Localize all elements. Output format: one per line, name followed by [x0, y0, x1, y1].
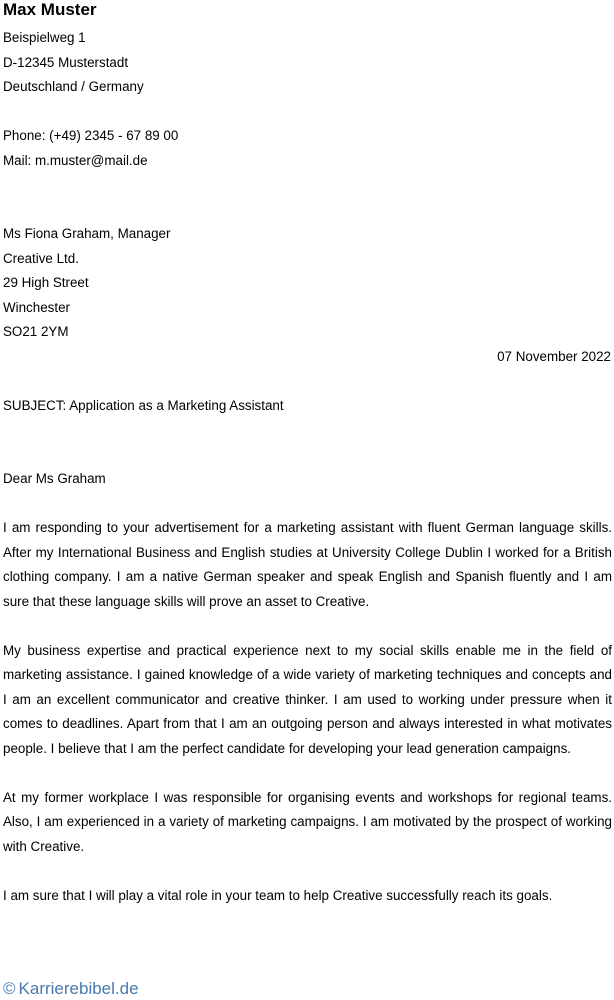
body-paragraph-2: My business expertise and practical experience next to my social skills enable me in the field of marketing assistance. I gained knowledge of a wide variety of marketing techniques and concepts and I am an excellent communicator and creative thinker. I am used to working under pressure when it comes to deadlines. Apart from that I am an outgoing person and always interested in what motivates people. I believe that I am the perfect candidate for developing your lead generation campaigns.	[3, 642, 612, 756]
sender-contact	[3, 124, 612, 173]
recipient-name: Ms Fiona Graham, Manager	[3, 226, 171, 241]
letter-salutation: Dear Ms Graham	[3, 471, 106, 486]
body-paragraph-4: I am sure that I will play a vital role in your team to help Creative successfully reach its goals.	[3, 887, 553, 903]
copyright-icon: ©	[3, 979, 16, 998]
sender-mail: Mail: m.muster@mail.de	[3, 152, 148, 168]
body-paragraph-3: At my former workplace I was responsible for organising events and workshops for regional teams. Also, I am experienced in a variety of marketing campaigns. I am motivated by the prospect of working with Creative.	[3, 789, 612, 854]
letter-page	[3, 0, 612, 908]
watermark	[3, 978, 139, 1000]
recipient-address	[3, 222, 612, 345]
sender-country: Deutschland / Germany	[3, 79, 144, 94]
sender-name: Max Muster	[3, 0, 97, 19]
sender-city: D-12345 Musterstadt	[3, 54, 129, 70]
recipient-city: Winchester	[3, 299, 70, 315]
recipient-postcode: SO21 2YM	[3, 324, 69, 339]
recipient-company: Creative Ltd.	[3, 250, 79, 266]
letter-body	[3, 516, 612, 908]
sender-phone: Phone: (+49) 2345 - 67 89 00	[3, 128, 179, 143]
watermark-text: Karrierebibel.de	[18, 979, 139, 998]
recipient-street: 29 High Street	[3, 275, 89, 290]
sender-address	[3, 26, 612, 100]
sender-street: Beispielweg 1	[3, 30, 86, 45]
body-paragraph-1: I am responding to your advertisement for a marketing assistant with fluent German language skills. After my International Business and English studies at University College Dublin I worked for a British clothing company. I am a native German speaker and speak English and Spanish fluently and I am sure that these language skills will prove an asset to Creative.	[3, 520, 612, 609]
letter-date: 07 November 2022	[497, 348, 611, 364]
letter-subject: SUBJECT: Application as a Marketing Assistant	[3, 397, 284, 413]
